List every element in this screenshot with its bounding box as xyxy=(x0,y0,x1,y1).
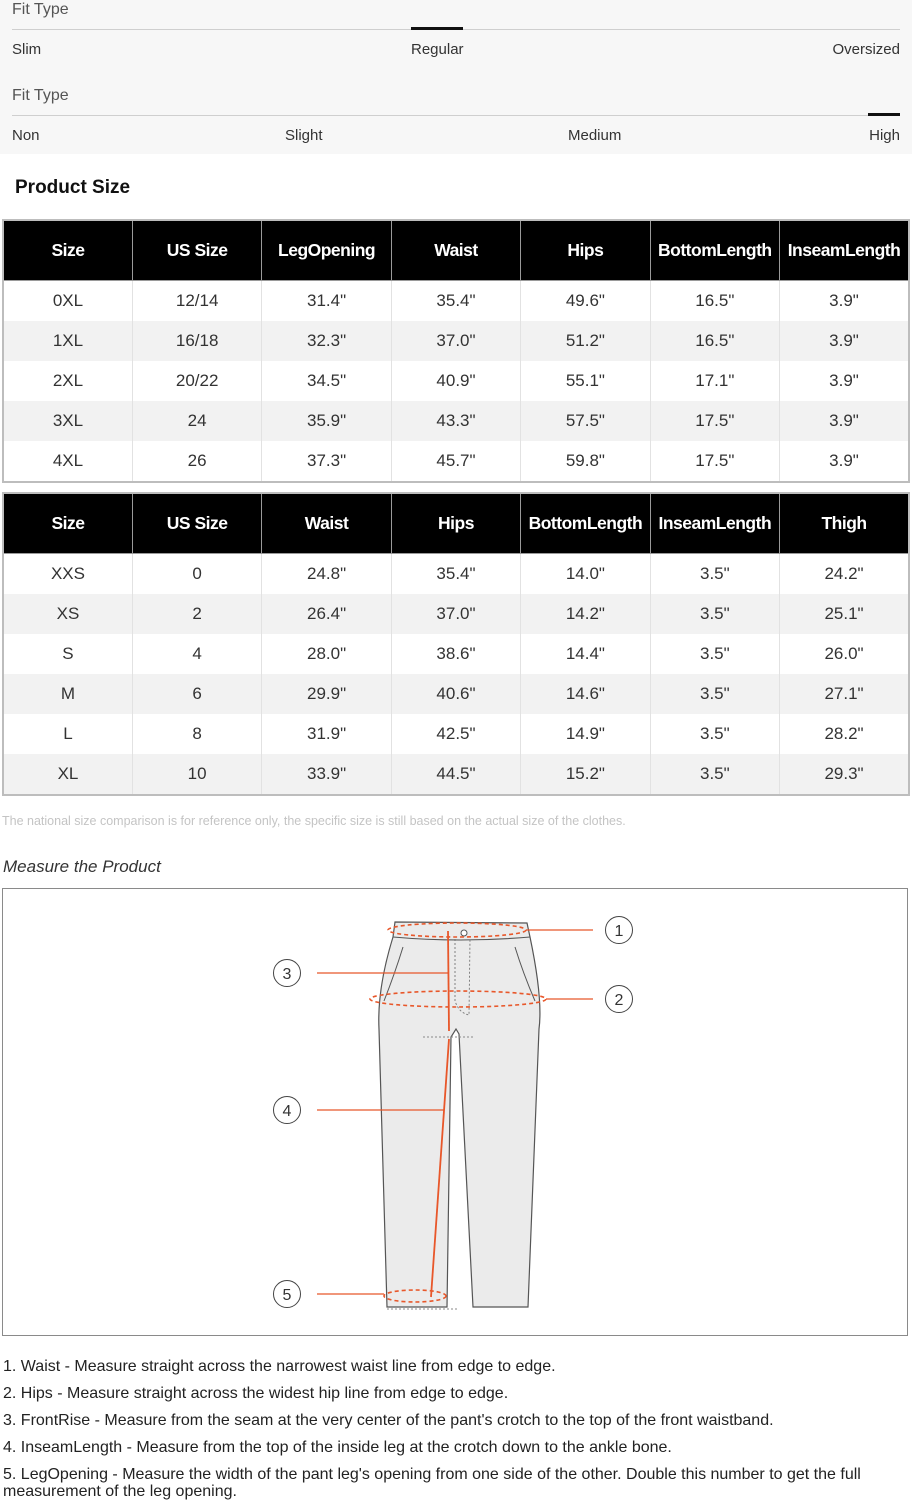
table-cell: 3.9" xyxy=(780,321,909,361)
table-cell: 28.0" xyxy=(262,634,391,674)
table-cell: 0 xyxy=(132,553,261,594)
table-row xyxy=(3,674,909,714)
callout-3 xyxy=(274,960,301,987)
size-table-standard xyxy=(2,492,910,796)
column-header: BottomLength xyxy=(521,493,650,553)
fit-label-high: High xyxy=(869,127,900,144)
fit-label-non: Non xyxy=(12,127,40,144)
column-header: Hips xyxy=(521,220,650,280)
fit-label-regular: Regular xyxy=(411,41,464,58)
table-cell: 16.5" xyxy=(650,280,779,321)
callout-number: 5 xyxy=(282,1287,292,1304)
fit-type-row-2 xyxy=(0,77,912,154)
table-row xyxy=(3,594,909,634)
table-cell: 20/22 xyxy=(132,361,261,401)
fit-scale-line xyxy=(12,115,900,116)
table-cell: 3.5" xyxy=(650,754,779,795)
front-rise-measure-line xyxy=(448,931,449,1031)
table-cell: 4XL xyxy=(3,441,132,482)
table-cell: 14.6" xyxy=(521,674,650,714)
size-disclaimer: The national size comparison is for reference only, the specific size is still based on the actual size of the clothes. xyxy=(2,814,626,828)
table-cell: 44.5" xyxy=(391,754,520,795)
product-size-title: Product Size xyxy=(15,177,131,198)
table-cell: 33.9" xyxy=(262,754,391,795)
table-cell: 28.2" xyxy=(824,723,864,743)
table-cell: 55.1" xyxy=(521,361,650,401)
table-cell: 3.9" xyxy=(829,290,859,310)
table-cell: 3XL xyxy=(3,401,132,441)
table-cell: 32.3" xyxy=(262,321,391,361)
instruction-inseam: 4. InseamLength - Measure from the top of the inside leg at the crotch down to the ankle bone. xyxy=(3,1439,672,1456)
table-row xyxy=(3,361,909,401)
instruction-waist: 1. Waist - Measure straight across the narrowest waist line from edge to edge. xyxy=(3,1358,556,1375)
table-row xyxy=(3,280,909,321)
table-cell: 42.5" xyxy=(391,714,520,754)
column-header: Size xyxy=(3,493,132,553)
table-cell: 38.6" xyxy=(391,634,520,674)
size-table-plus xyxy=(2,219,910,483)
fit-selected-marker xyxy=(411,27,463,30)
column-header: InseamLength xyxy=(780,220,909,280)
table-cell: 40.6" xyxy=(391,674,520,714)
fit-label-slim: Slim xyxy=(12,41,42,58)
table-cell: XL xyxy=(3,754,132,795)
callout-number: 2 xyxy=(614,992,624,1009)
table-cell: 43.3" xyxy=(391,401,520,441)
callout-1 xyxy=(606,917,633,944)
table-cell: 14.2" xyxy=(521,594,650,634)
table-cell: 0XL xyxy=(3,280,132,321)
column-header: Thigh xyxy=(780,493,909,553)
table-cell: 29.3" xyxy=(780,754,909,795)
table-cell: 6 xyxy=(132,674,261,714)
table-cell: 24.2" xyxy=(824,563,864,583)
table-cell: 29.9" xyxy=(262,674,391,714)
fit-type-row-1 xyxy=(0,0,912,77)
column-header: US Size xyxy=(132,220,261,280)
table-cell: 49.6" xyxy=(521,280,650,321)
table-cell: L xyxy=(3,714,132,754)
table-cell: 3.5" xyxy=(650,634,779,674)
table-cell: 14.9" xyxy=(521,714,650,754)
table-row xyxy=(3,714,909,754)
table-cell: 24 xyxy=(132,401,261,441)
table-cell: 25.1" xyxy=(780,594,909,634)
table-cell: 3.9" xyxy=(829,450,859,470)
table-cell: 27.1" xyxy=(780,674,909,714)
table-cell: 16/18 xyxy=(132,321,261,361)
column-header: Waist xyxy=(391,220,520,280)
table-cell: 15.2" xyxy=(521,754,650,795)
table-header-row xyxy=(3,220,909,280)
table-cell: 37.3" xyxy=(262,441,391,482)
instruction-leg-opening: 5. LegOpening - Measure the width of the pant leg's opening from one side of the other. Double this number to get the full measurement of the leg opening. xyxy=(3,1466,861,1500)
callout-5 xyxy=(274,1281,301,1308)
table-cell: 3.9" xyxy=(829,370,859,390)
table-cell: 37.0" xyxy=(391,594,520,634)
pants-outline xyxy=(379,922,540,1307)
table-cell: 4 xyxy=(132,634,261,674)
table-cell: 17.5" xyxy=(650,441,779,482)
callout-number: 1 xyxy=(614,923,624,940)
table-cell: 12/14 xyxy=(132,280,261,321)
table-row xyxy=(3,553,909,594)
table-header-row xyxy=(3,493,909,553)
table-cell: 3.5" xyxy=(650,674,779,714)
measure-instructions xyxy=(3,1353,909,1500)
table-cell: 17.1" xyxy=(650,361,779,401)
button-icon xyxy=(461,930,467,936)
table-cell: XS xyxy=(3,594,132,634)
fit-label-slight: Slight xyxy=(285,127,323,144)
callout-4 xyxy=(274,1097,301,1124)
table-row xyxy=(3,321,909,361)
callout-number: 3 xyxy=(282,966,292,983)
table-cell: 17.5" xyxy=(650,401,779,441)
table-cell: 26 xyxy=(132,441,261,482)
column-header: Waist xyxy=(262,493,391,553)
table-cell: 35.9" xyxy=(262,401,391,441)
table-cell: XXS xyxy=(3,553,132,594)
instruction-hips: 2. Hips - Measure straight across the widest hip line from edge to edge. xyxy=(3,1385,509,1402)
fit-selected-marker xyxy=(868,113,900,116)
table-cell: S xyxy=(3,634,132,674)
table-cell: 2 xyxy=(132,594,261,634)
table-cell: 3.9" xyxy=(780,401,909,441)
table-cell: 26.0" xyxy=(824,643,864,663)
column-header: LegOpening xyxy=(262,220,391,280)
column-header: Size xyxy=(3,220,132,280)
fit-type-title: Fit Type xyxy=(12,87,69,104)
table-cell: 57.5" xyxy=(521,401,650,441)
column-header: US Size xyxy=(132,493,261,553)
table-cell: 31.4" xyxy=(262,280,391,321)
table-cell: 40.9" xyxy=(391,361,520,401)
table-cell: M xyxy=(3,674,132,714)
table-cell: 45.7" xyxy=(391,441,520,482)
column-header: Hips xyxy=(391,493,520,553)
table-cell: 26.4" xyxy=(262,594,391,634)
table-row xyxy=(3,401,909,441)
table-cell: 14.0" xyxy=(521,553,650,594)
table-cell: 3.5" xyxy=(650,553,779,594)
table-cell: 31.9" xyxy=(262,714,391,754)
table-row xyxy=(3,441,909,482)
table-cell: 1XL xyxy=(3,321,132,361)
table-row xyxy=(3,754,909,795)
table-cell: 35.4" xyxy=(391,280,520,321)
table-cell: 8 xyxy=(132,714,261,754)
fit-type-panel xyxy=(0,0,912,154)
table-cell: 16.5" xyxy=(650,321,779,361)
column-header: InseamLength xyxy=(650,493,779,553)
table-cell: 14.4" xyxy=(521,634,650,674)
table-cell: 35.4" xyxy=(391,553,520,594)
callout-number: 4 xyxy=(282,1103,292,1120)
table-cell: 10 xyxy=(132,754,261,795)
table-cell: 2XL xyxy=(3,361,132,401)
table-cell: 51.2" xyxy=(521,321,650,361)
table-cell: 3.5" xyxy=(650,714,779,754)
measurement-diagram xyxy=(2,888,908,1336)
fit-label-medium: Medium xyxy=(568,127,622,144)
table-cell: 34.5" xyxy=(262,361,391,401)
table-cell: 59.8" xyxy=(521,441,650,482)
table-cell: 24.8" xyxy=(262,553,391,594)
pants-illustration xyxy=(3,889,909,1337)
instruction-front-rise: 3. FrontRise - Measure from the seam at the very center of the pant's crotch to the top of the front waistband. xyxy=(3,1412,774,1429)
fit-type-title: Fit Type xyxy=(12,1,69,18)
measure-title: Measure the Product xyxy=(3,857,161,876)
fit-label-oversized: Oversized xyxy=(832,41,900,58)
column-header: BottomLength xyxy=(650,220,779,280)
table-cell: 3.5" xyxy=(650,594,779,634)
callout-2 xyxy=(606,986,633,1013)
table-row xyxy=(3,634,909,674)
table-cell: 37.0" xyxy=(391,321,520,361)
